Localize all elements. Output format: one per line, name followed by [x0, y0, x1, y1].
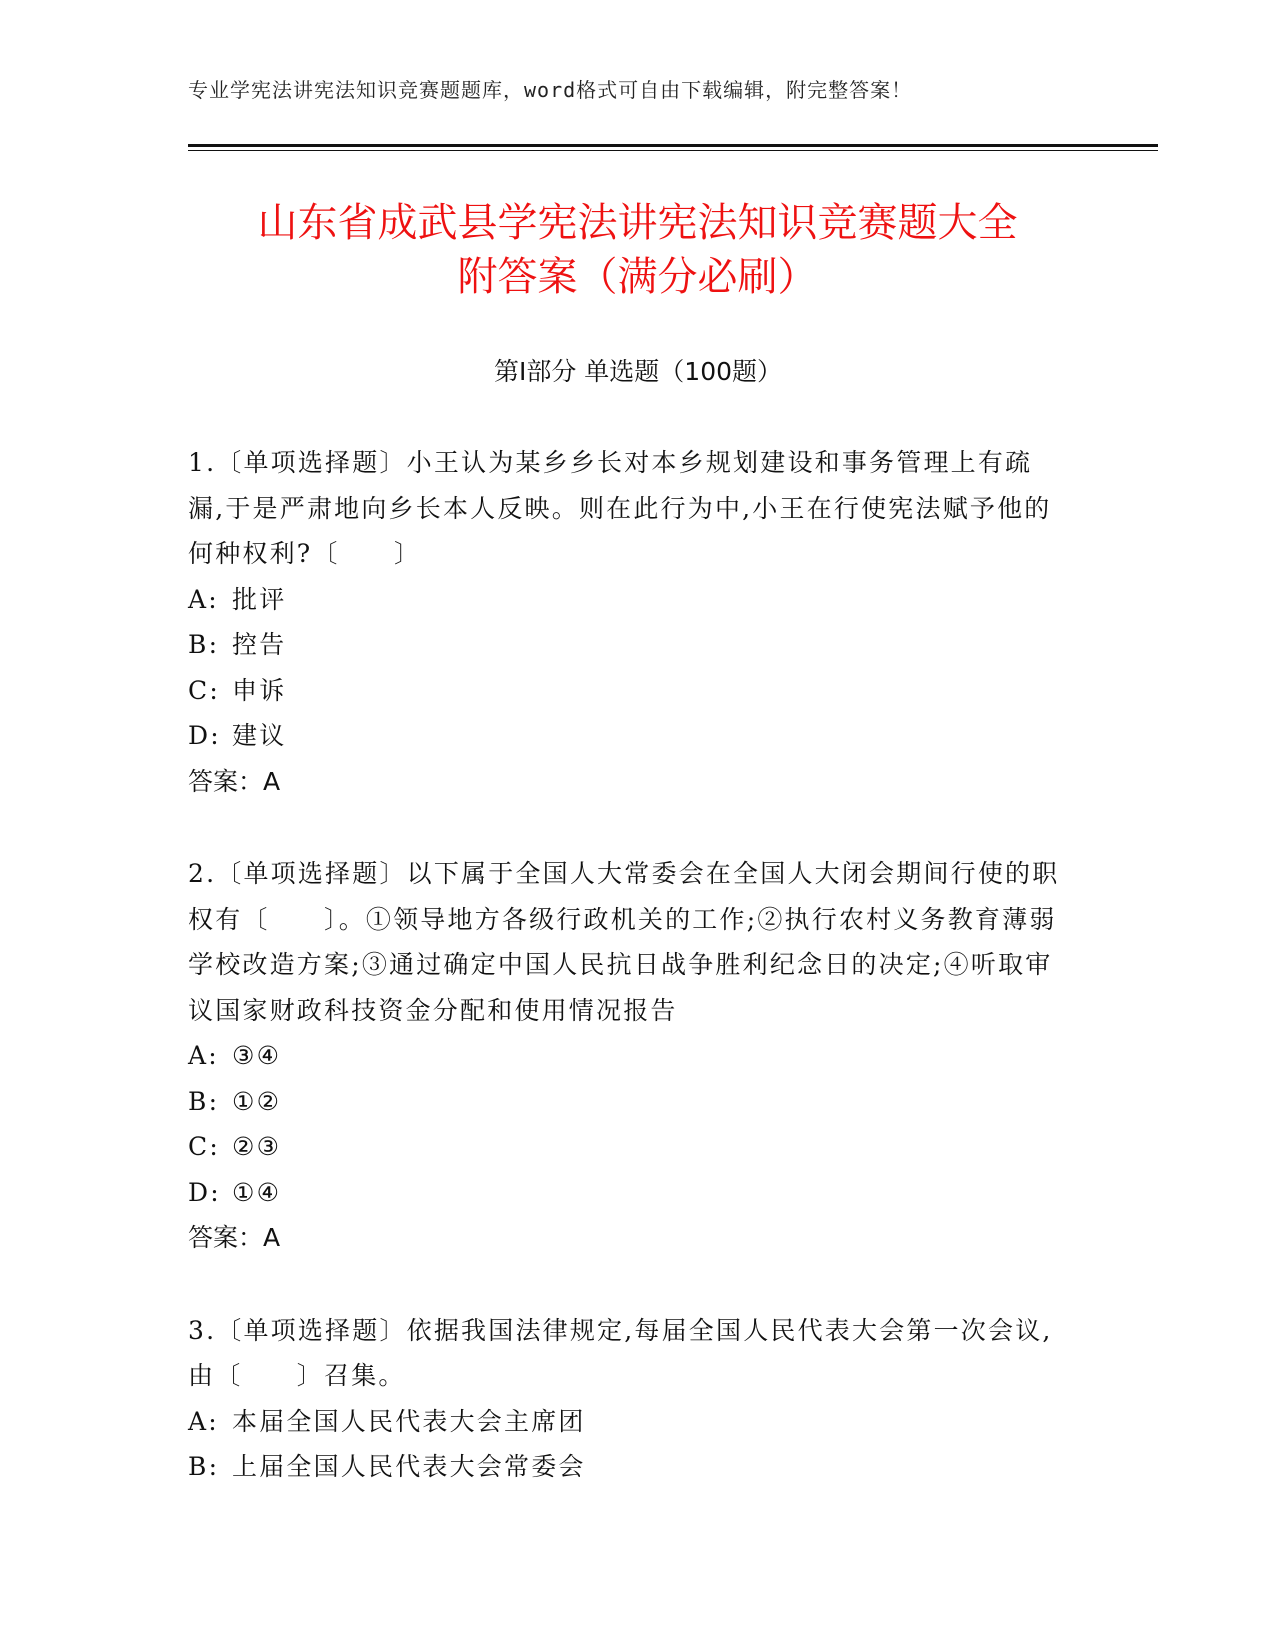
document-title: [120, 196, 1155, 304]
option-text: ②③: [232, 1132, 282, 1161]
option-d: [188, 713, 1068, 759]
question-1: [188, 440, 1068, 804]
option-text: 上届全国人民代表大会常委会: [232, 1452, 586, 1481]
option-text: 控告: [232, 630, 287, 659]
option-key: B:: [188, 1086, 220, 1116]
question-stem: 1.〔单项选择题〕小王认为某乡乡长对本乡规划建设和事务管理上有疏漏,于是严肃地向乡长本人反映。则在此行为中,小王在行使宪法赋予他的何种权利?〔 〕: [188, 448, 1052, 568]
option-c: [188, 1124, 1068, 1170]
option-key: C:: [188, 675, 220, 705]
option-text: ③④: [232, 1041, 282, 1070]
header-divider-thick: [188, 144, 1158, 147]
option-b: [188, 1444, 1068, 1490]
option-text: 建议: [232, 721, 287, 750]
answer-line: 答案：A: [188, 1223, 281, 1252]
option-d: [188, 1170, 1068, 1216]
section-title: 第Ⅰ部分 单选题（100题）: [493, 357, 783, 386]
option-key: A:: [188, 1406, 219, 1436]
option-key: D:: [188, 721, 221, 750]
header-note: 专业学宪法讲宪法知识竞赛题题库，word格式可自由下载编辑，附完整答案！: [188, 78, 913, 102]
option-key: D:: [188, 1177, 221, 1207]
option-key: B:: [188, 1452, 220, 1481]
option-a: [188, 1399, 1068, 1445]
option-key: C:: [188, 1132, 220, 1161]
question-stem: 3.〔单项选择题〕依据我国法律规定,每届全国人民代表大会第一次会议,由〔 〕召集。: [188, 1315, 1053, 1390]
option-text: ①④: [232, 1177, 282, 1207]
option-key: B:: [188, 630, 220, 659]
option-text: 本届全国人民代表大会主席团: [232, 1406, 586, 1436]
option-text: 批评: [232, 584, 287, 614]
option-b: [188, 1079, 1068, 1125]
question-2: [188, 851, 1068, 1261]
option-b: [188, 622, 1068, 668]
question-3: [188, 1308, 1068, 1490]
option-c: [188, 668, 1068, 714]
question-list: [188, 440, 1068, 1537]
option-text: 申诉: [232, 675, 287, 705]
question-stem: 2.〔单项选择题〕以下属于全国人大常委会在全国人大闭会期间行使的职权有〔 〕。①领导地方各级行政机关的工作;②执行农村义务教育薄弱学校改造方案;③通过确定中国人民抗日战争胜利纪念日的决定;④听取审议国家财政科技资金分配和使用情况报告: [188, 859, 1060, 1025]
document-title-line-1: 山东省成武县学宪法讲宪法知识竞赛题大全: [257, 200, 1018, 246]
header-divider-thin: [188, 150, 1158, 151]
option-a: [188, 1033, 1068, 1079]
option-key: A:: [188, 1041, 219, 1070]
option-a: [188, 577, 1068, 623]
document-title-line-2: 附答案（满分必刷）: [457, 254, 818, 300]
option-text: ①②: [232, 1086, 282, 1116]
answer-line: 答案：A: [188, 766, 281, 796]
option-key: A:: [188, 584, 219, 614]
